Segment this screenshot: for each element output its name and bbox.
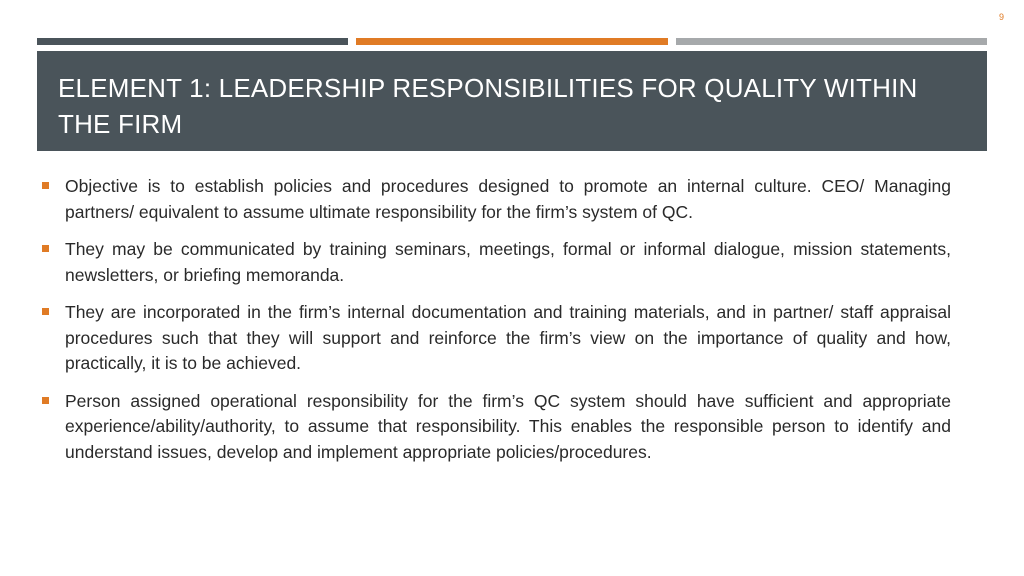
slide-number: 9 <box>998 12 1004 22</box>
bullet-item <box>37 174 951 225</box>
bullet-marker <box>42 397 49 404</box>
bullet-marker <box>42 245 49 252</box>
bullet-list <box>37 174 951 477</box>
bullet-marker <box>42 308 49 315</box>
bullet-item <box>37 237 951 288</box>
accent-bars <box>37 38 987 45</box>
slide-title: ELEMENT 1: LEADERSHIP RESPONSIBILITIES FOR QUALITY WITHIN THE FIRM <box>58 73 918 139</box>
bullet-text: Person assigned operational responsibility for the firm’s QC system should have sufficient and appropriate experience/ability/authority, to assume that responsibility. This enables the responsible person to identify and understand issues, develop and implement appropriate policies/procedures. <box>65 390 951 462</box>
bullet-marker <box>42 182 49 189</box>
bullet-text: Objective is to establish policies and procedures designed to promote an internal culture. CEO/ Managing partners/ equivalent to assume ultimate responsibility for the firm’s system of QC. <box>65 176 951 222</box>
accent-bar-dark <box>37 38 348 45</box>
bullet-text: They are incorporated in the firm’s internal documentation and training materials, and in partner/ staff appraisal procedures such that they will support and reinforce the firm’s view on the importance of quality and how, practically, it is to be achieved. <box>65 302 951 373</box>
title-box <box>37 51 987 151</box>
accent-bar-orange <box>356 38 667 45</box>
bullet-item <box>37 300 951 377</box>
accent-bar-gray <box>676 38 987 45</box>
bullet-text: They may be communicated by training seminars, meetings, formal or informal dialogue, mission statements, newsletters, or briefing memoranda. <box>65 239 951 285</box>
bullet-item <box>37 389 951 466</box>
